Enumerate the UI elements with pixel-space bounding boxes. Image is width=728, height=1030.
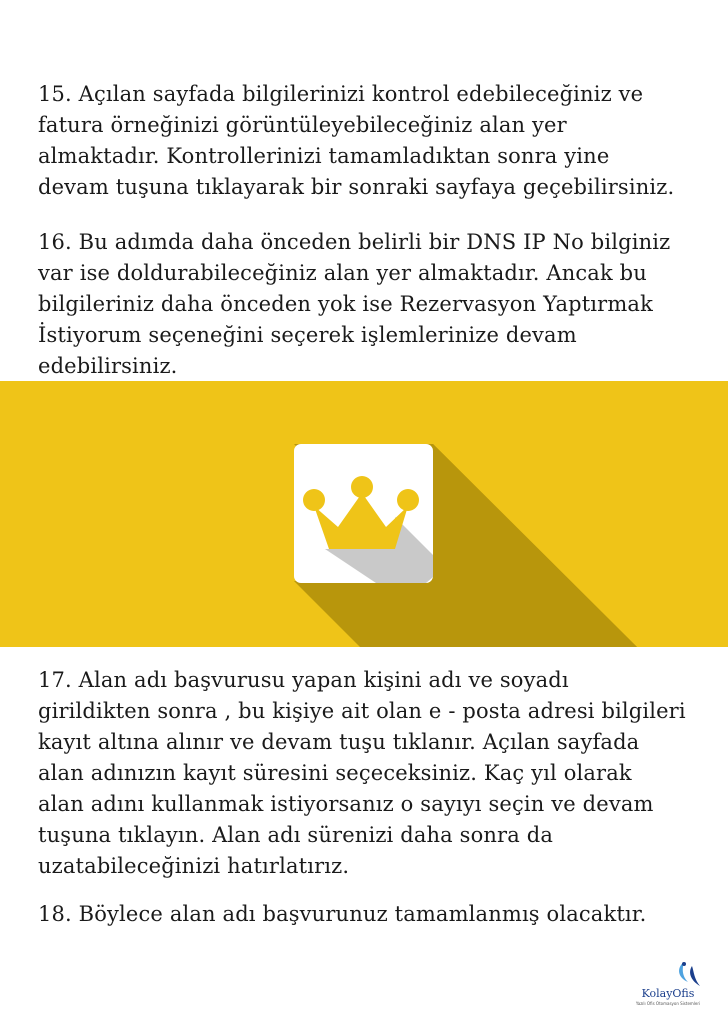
- text-line: 17. Alan adı başvurusu yapan kişini adı ve soyadı: [38, 668, 569, 692]
- text-line: bilgileriniz daha önceden yok ise Rezervasyon Yaptırmak: [38, 292, 653, 316]
- paragraph-step-16: [38, 227, 670, 382]
- text-line: kayıt altına alınır ve devam tuşu tıklanır. Açılan sayfada: [38, 730, 640, 754]
- text-line: devam tuşuna tıklayarak bir sonraki sayfaya geçebilirsiniz.: [38, 175, 675, 199]
- logo-name: KolayOfis: [641, 987, 695, 1000]
- paragraph-step-15: [38, 79, 674, 203]
- text-line: 18. Böylece alan adı başvurunuz tamamlanmış olacaktır.: [38, 902, 647, 926]
- crown-banner: [0, 381, 728, 647]
- paragraph-step-17: [38, 665, 686, 882]
- text-line: İstiyorum seçeneğini seçerek işlemlerinize devam: [38, 323, 577, 347]
- paragraph-step-18: [38, 899, 647, 930]
- text-line: var ise doldurabileceğiniz alan yer almaktadır. Ancak bu: [38, 261, 647, 285]
- text-line: alan adını kullanmak istiyorsanız o sayıyı seçin ve devam: [38, 792, 654, 816]
- text-line: 16. Bu adımda daha önceden belirli bir DNS IP No bilginiz: [38, 230, 671, 254]
- logo-swoosh-icon: [672, 960, 712, 990]
- text-line: uzatabileceğinizi hatırlatırız.: [38, 854, 350, 878]
- text-line: edebilirsiniz.: [38, 354, 178, 378]
- kolayofis-logo: [620, 960, 720, 1022]
- text-line: alan adınızın kayıt süresini seçeceksiniz. Kaç yıl olarak: [38, 761, 632, 785]
- text-line: 15. Açılan sayfada bilgilerinizi kontrol edebileceğiniz ve: [38, 82, 644, 106]
- text-line: tuşuna tıklayın. Alan adı sürenizi daha sonra da: [38, 823, 554, 847]
- text-line: almaktadır. Kontrollerinizi tamamladıktan sonra yine: [38, 144, 610, 168]
- crown-illustration: [0, 381, 728, 647]
- logo-tagline: Yazılı Ofis Otomasyon Sistemleri: [635, 1001, 701, 1006]
- text-line: girildikten sonra , bu kişiye ait olan e - posta adresi bilgileri: [38, 699, 686, 723]
- text-line: fatura örneğinizi görüntüleyebileceğiniz alan yer: [38, 113, 567, 137]
